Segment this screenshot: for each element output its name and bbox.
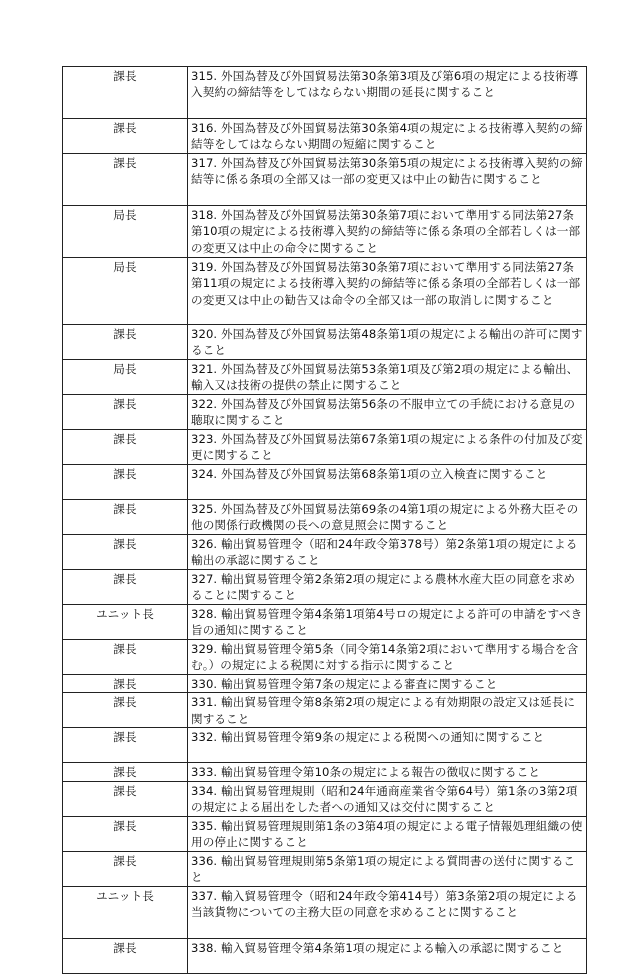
item-text: 外国為替及び外国貿易法第68条第1項の立入検査に関すること (221, 467, 548, 481)
table-row (63, 395, 587, 430)
table-row (63, 430, 587, 465)
item-text: 輸出貿易管理規則（昭和24年通商産業省令第64号）第1条の3第2項の規定による届出をした者への通知又は交付に関すること (191, 783, 578, 815)
authority-cell: 課長 (63, 465, 188, 500)
item-number: 316. (191, 121, 218, 135)
authority-cell: 課長 (63, 119, 188, 154)
delegation-table-body (63, 67, 587, 974)
authority-cell: 課長 (63, 395, 188, 430)
item-text: 外国為替及び外国貿易法第30条第7項において準用する同法第27条第10項の規定による技術導入契約の締結等に係る条項の全部若しくは一部の変更又は中止の命令に関すること (191, 208, 581, 255)
authority-cell: 課長 (63, 535, 188, 570)
authority-cell: 課長 (63, 693, 188, 728)
item-number: 334. (191, 783, 218, 798)
authority-cell: 課長 (63, 67, 188, 119)
item-text: 輸出貿易管理令第4条第1項第4号ロの規定による許可の申請をすべき旨の通知に関すること (191, 607, 583, 638)
item-cell (188, 67, 587, 119)
table-row (63, 938, 587, 973)
item-cell (188, 535, 587, 570)
authority-cell: 局長 (63, 206, 188, 258)
item-cell (188, 258, 587, 325)
item-number: 315. (191, 69, 218, 83)
table-row (63, 605, 587, 640)
item-number: 317. (191, 156, 218, 170)
table-row (63, 763, 587, 781)
item-number: 335. (191, 818, 218, 833)
table-row (63, 781, 587, 816)
item-text: 輸出貿易管理令第7条の規定による審査に関すること (221, 677, 498, 691)
table-row (63, 693, 587, 728)
table-row (63, 816, 587, 851)
item-text: 外国為替及び外国貿易法第56条の不服申立ての手続における意見の聴取に関すること (191, 397, 576, 428)
authority-cell: 課長 (63, 763, 188, 781)
table-row (63, 206, 587, 258)
item-text: 輸出貿易管理令第5条（同令第14条第2項において準用する場合を含む。）の規定による税関に対する指示に関すること (191, 642, 579, 673)
authority-cell: 局長 (63, 258, 188, 325)
item-number: 322. (191, 397, 218, 411)
item-cell (188, 763, 587, 781)
item-cell (188, 640, 587, 675)
authority-cell: ユニット長 (63, 605, 188, 640)
item-text: 輸入貿易管理令第4条第1項の規定による輸入の承認に関すること (221, 940, 564, 955)
table-row (63, 851, 587, 886)
item-text: 輸出貿易管理令第10条の規定による報告の徴収に関すること (221, 765, 541, 780)
item-text: 外国為替及び外国貿易法第67条第1項の規定による条件の付加及び変更に関すること (191, 432, 583, 463)
item-number: 323. (191, 432, 218, 446)
authority-cell: 課長 (63, 728, 188, 763)
item-cell (188, 430, 587, 465)
item-cell (188, 395, 587, 430)
item-cell (188, 154, 587, 206)
table-row (63, 570, 587, 605)
item-number: 329. (191, 642, 218, 656)
item-text: 外国為替及び外国貿易法第30条第4項の規定による技術導入契約の締結等をしてはならない期間の短縮に関すること (191, 121, 583, 152)
item-cell (188, 465, 587, 500)
authority-cell: 課長 (63, 325, 188, 360)
item-number: 318. (191, 208, 218, 222)
table-row (63, 154, 587, 206)
authority-cell: 課長 (63, 816, 188, 851)
item-number: 321. (191, 362, 218, 376)
authority-cell: 課長 (63, 570, 188, 605)
table-row (63, 360, 587, 395)
authority-cell: 課長 (63, 640, 188, 675)
item-cell (188, 360, 587, 395)
table-row (63, 535, 587, 570)
item-text: 外国為替及び外国貿易法第53条第1項及び第2項の規定による輸出、輸入又は技術の提供の禁止に関すること (191, 362, 579, 393)
item-cell (188, 119, 587, 154)
item-number: 337. (191, 888, 218, 903)
item-cell (188, 938, 587, 973)
authority-cell: 局長 (63, 360, 188, 395)
table-row (63, 675, 587, 693)
item-cell (188, 206, 587, 258)
item-text: 輸出貿易管理規則第1条の3第4項の規定による電子情報処理組織の使用の停止に関すること (191, 818, 583, 850)
item-text: 輸出貿易管理令第2条第2項の規定による農林水産大臣の同意を求めることに関すること (191, 572, 576, 603)
item-cell (188, 728, 587, 763)
item-cell (188, 325, 587, 360)
item-number: 333. (191, 765, 218, 780)
item-text: 外国為替及び外国貿易法第30条第5項の規定による技術導入契約の締結等に係る条項の全部又は一部の変更又は中止の勧告に関すること (191, 156, 583, 187)
item-number: 331. (191, 695, 218, 710)
delegation-table (62, 66, 587, 974)
authority-cell: 課長 (63, 430, 188, 465)
item-cell (188, 851, 587, 886)
authority-cell: 課長 (63, 500, 188, 535)
table-row (63, 258, 587, 325)
item-text: 輸出貿易管理令第9条の規定による税関への通知に関すること (221, 730, 545, 745)
item-cell (188, 500, 587, 535)
authority-cell: 課長 (63, 851, 188, 886)
authority-cell: 課長 (63, 781, 188, 816)
authority-cell: ユニット長 (63, 886, 188, 938)
item-number: 336. (191, 853, 218, 868)
item-number: 326. (191, 537, 218, 551)
item-text: 外国為替及び外国貿易法第30条第7項において準用する同法第27条第11項の規定による技術導入契約の締結等に係る条項の全部若しくは一部の変更又は中止の勧告又は命令の全部又は一部の取消しに関すること (191, 260, 581, 307)
item-number: 319. (191, 260, 218, 274)
item-cell (188, 816, 587, 851)
item-text: 輸入貿易管理令（昭和24年政令第414号）第3条第2項の規定による当該貨物についての主務大臣の同意を求めることに関すること (191, 888, 578, 920)
item-cell (188, 605, 587, 640)
item-number: 338. (191, 940, 218, 955)
table-row (63, 325, 587, 360)
item-cell (188, 781, 587, 816)
item-text: 外国為替及び外国貿易法第30条第3項及び第6項の規定による技術導入契約の締結等をしてはならない期間の延長に関すること (191, 69, 579, 100)
table-row (63, 465, 587, 500)
table-row (63, 119, 587, 154)
item-number: 330. (191, 677, 218, 691)
item-text: 輸出貿易管理令（昭和24年政令第378号）第2条第1項の規定による輸出の承認に関すること (191, 537, 578, 568)
item-number: 332. (191, 730, 218, 745)
item-number: 328. (191, 607, 218, 621)
item-number: 327. (191, 572, 218, 586)
table-row (63, 500, 587, 535)
authority-cell: 課長 (63, 938, 188, 973)
table-row (63, 67, 587, 119)
item-number: 325. (191, 502, 218, 516)
item-text: 外国為替及び外国貿易法第69条の4第1項の規定による外務大臣その他の関係行政機関の長への意見照会に関すること (191, 502, 579, 533)
item-cell (188, 693, 587, 728)
item-cell (188, 570, 587, 605)
item-number: 320. (191, 327, 218, 341)
table-row (63, 640, 587, 675)
item-text: 輸出貿易管理令第8条第2項の規定による有効期限の設定又は延長に関すること (191, 695, 576, 726)
item-number: 324. (191, 467, 218, 481)
table-row (63, 886, 587, 938)
authority-cell: 課長 (63, 154, 188, 206)
item-text: 輸出貿易管理規則第5条第1項の規定による質問書の送付に関すること (191, 853, 576, 885)
table-row (63, 728, 587, 763)
item-cell (188, 675, 587, 693)
authority-cell: 課長 (63, 675, 188, 693)
item-text: 外国為替及び外国貿易法第48条第1項の規定による輸出の許可に関すること (191, 327, 583, 358)
item-cell (188, 886, 587, 938)
